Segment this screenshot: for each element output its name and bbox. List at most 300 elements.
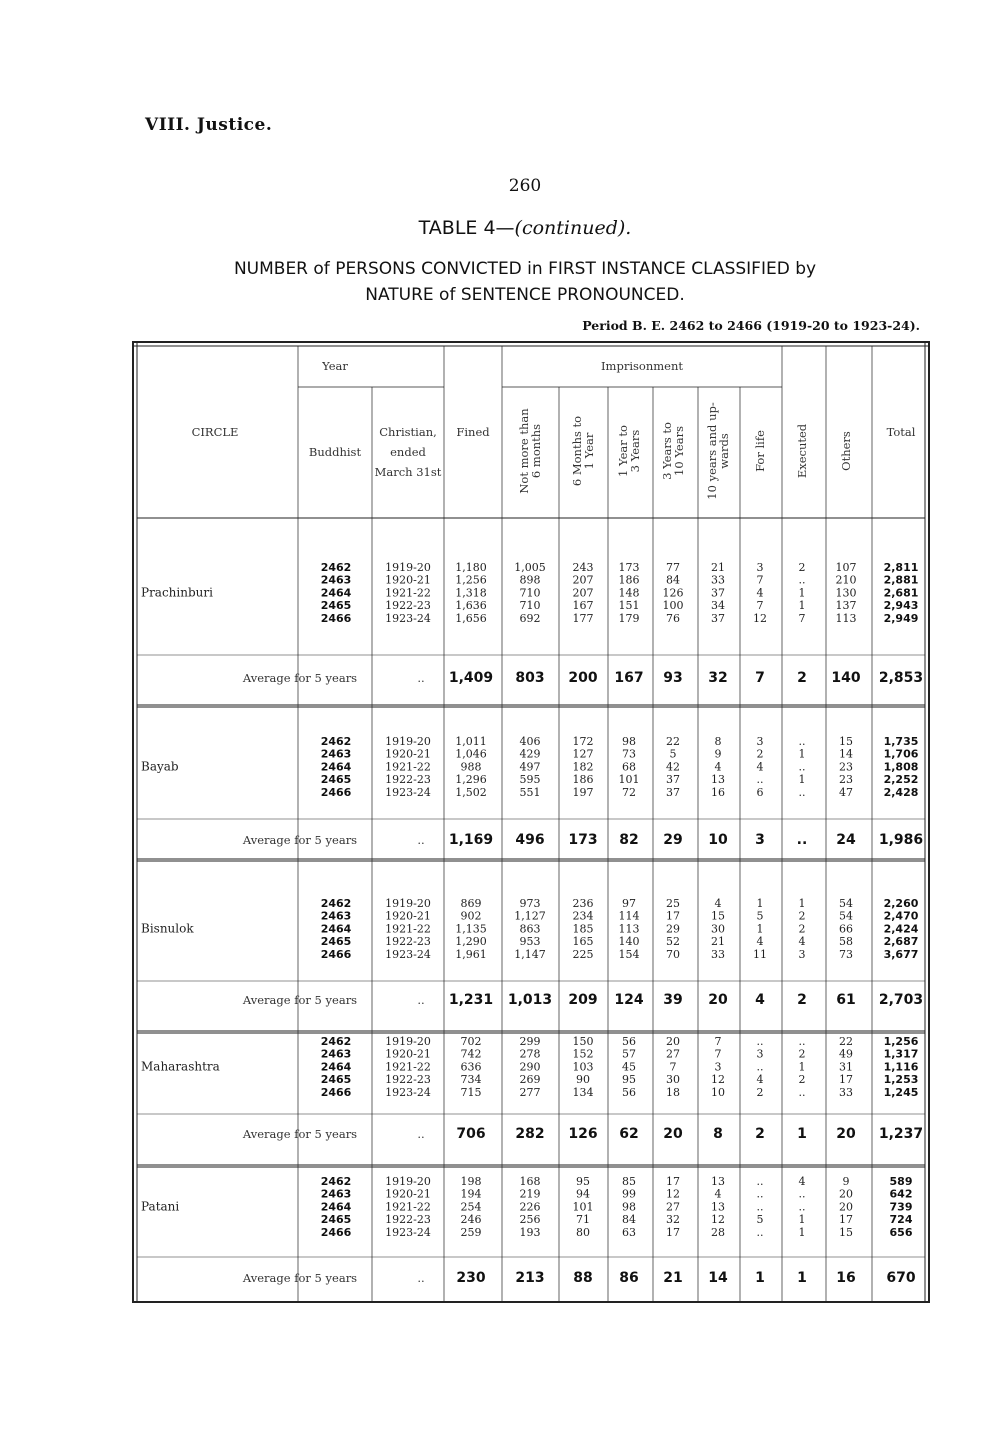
table-cell: .. [798, 760, 806, 774]
table-cell: 71 [576, 1213, 590, 1227]
header-imprisonment: Imprisonment [601, 359, 683, 373]
table-cell: 52 [666, 935, 680, 949]
table-cell: 173 [618, 561, 640, 574]
average-cell: 88 [573, 1270, 593, 1286]
table-cell: 72 [622, 785, 636, 799]
table-cell: 33 [711, 947, 725, 961]
average-cell: 803 [515, 670, 545, 686]
table-heading [180, 256, 870, 308]
average-cell: 2 [797, 670, 807, 686]
table-cell: 2 [798, 561, 806, 574]
average-cell: 124 [614, 992, 644, 1008]
average-cell: 29 [663, 832, 683, 848]
table-cell: 2,428 [883, 785, 919, 799]
average-cell: 32 [708, 670, 728, 686]
table-cell: 3 [756, 735, 764, 748]
table-cell: 497 [519, 760, 541, 774]
table-cell: 172 [572, 735, 594, 748]
table-cell: 12 [666, 1187, 680, 1201]
table-cell: 186 [572, 773, 594, 787]
table-cell: 25 [666, 897, 680, 910]
average-label: Average for 5 years [242, 671, 358, 685]
table-cell: 7 [669, 1060, 677, 1074]
table-cell: 37 [711, 586, 725, 600]
table-cell: 1921-22 [385, 922, 431, 936]
table-cell: 95 [576, 1175, 590, 1188]
table-cell: 32 [666, 1213, 680, 1227]
table-cell: 4 [756, 586, 764, 600]
table-cell: 2,811 [883, 561, 919, 574]
table-cell: 299 [519, 1035, 541, 1048]
average-cell: 4 [755, 992, 765, 1008]
table-cell: 1,317 [883, 1047, 919, 1061]
table-header [192, 359, 916, 500]
average-cell: 62 [619, 1126, 639, 1142]
header-rotated-label: 10 Years [672, 426, 686, 476]
average-cell: 14 [708, 1270, 728, 1286]
table-cell: 2462 [320, 1035, 352, 1048]
table-cell: 2 [756, 1085, 764, 1099]
header-rotated-label: 6 Months to [570, 415, 584, 487]
table-cell: 137 [835, 599, 857, 613]
table-cell: 7 [756, 599, 764, 613]
table-cell: 58 [839, 935, 853, 949]
table-cell: 30 [711, 922, 725, 936]
table-cell: 715 [460, 1085, 482, 1099]
table-cell: 80 [576, 1225, 590, 1239]
table-cell: 154 [618, 947, 640, 961]
table-cell: 1 [798, 599, 806, 613]
table-cell: 4 [714, 897, 722, 910]
table-cell: 2462 [320, 1175, 352, 1188]
header-total: Total [886, 425, 916, 439]
heading-line-1: NUMBER of PERSONS CONVICTED in FIRST INSTANCE CLASSIFIED by [233, 259, 817, 279]
average-cell: 2,703 [878, 992, 924, 1008]
average-cell: 1,237 [878, 1126, 924, 1142]
table-cell: 56 [622, 1085, 636, 1099]
table-cell: 710 [519, 586, 541, 600]
table-cell: 2463 [320, 1187, 352, 1201]
circle-name: Bisnulok [141, 921, 194, 936]
circle-name: Bayab [141, 759, 179, 774]
table-cell: 185 [572, 922, 594, 936]
table-cell: 56 [622, 1035, 636, 1048]
table-cell: 406 [519, 735, 541, 748]
table-cell: 1923-24 [385, 611, 431, 625]
table-cell: 1 [798, 747, 806, 761]
table-cell: 4 [756, 1073, 764, 1087]
table-cell: 953 [519, 935, 541, 949]
table-cell: 134 [572, 1085, 594, 1099]
average-cell: 86 [619, 1270, 639, 1286]
average-cell: 16 [836, 1270, 856, 1286]
header-christian-3: March 31st [374, 465, 442, 479]
table-cell: .. [756, 1200, 764, 1214]
table-cell: 2463 [320, 909, 352, 923]
table-cell: 28 [711, 1225, 725, 1239]
average-cell: 140 [831, 670, 861, 686]
table-cell: 37 [666, 773, 680, 787]
average-cell: 1,169 [448, 832, 494, 848]
table-cell: 219 [519, 1187, 541, 1201]
table-cell: 186 [618, 573, 640, 587]
table-cell: 94 [576, 1187, 590, 1201]
table-cell: 167 [572, 599, 594, 613]
table-cell: 1,245 [883, 1085, 919, 1099]
average-cell: 20 [836, 1126, 856, 1142]
header-rotated-label: Not more than [517, 408, 531, 494]
table-cell: 259 [460, 1225, 482, 1239]
average-cell: 7 [755, 670, 765, 686]
page-number: 260 [508, 176, 542, 196]
table-cell: 1920-21 [385, 573, 431, 587]
table-cell: 179 [618, 611, 640, 625]
table-cell: 1923-24 [385, 785, 431, 799]
table-cell: 12 [711, 1213, 725, 1227]
average-cell: 20 [708, 992, 728, 1008]
table-cell: 84 [666, 573, 680, 587]
table-cell: 103 [572, 1060, 594, 1074]
table-cell: .. [798, 735, 806, 748]
table-cell: 20 [666, 1035, 680, 1048]
table-cell: 1919-20 [385, 561, 431, 574]
table-cell: 22 [839, 1035, 853, 1048]
average-cell: 1,231 [448, 992, 494, 1008]
table-cell: 4 [756, 760, 764, 774]
average-cell: 10 [708, 832, 728, 848]
table-cell: 113 [835, 611, 857, 625]
header-rotated-label: 3 Years to [660, 422, 674, 480]
table-cell: 226 [519, 1200, 541, 1214]
table-cell: 1,253 [883, 1073, 919, 1087]
table-cell: 113 [618, 922, 640, 936]
average-cell: 3 [755, 832, 765, 848]
table-cell: 84 [622, 1213, 636, 1227]
table-cell: 6 [756, 785, 764, 799]
table-cell: 254 [460, 1200, 482, 1214]
table-cell: 34 [711, 599, 725, 613]
table-cell: 2463 [320, 747, 352, 761]
average-cell: 20 [663, 1126, 683, 1142]
table-cell: 636 [460, 1060, 482, 1074]
table-cell: 1,290 [455, 935, 487, 949]
table-cell: 1921-22 [385, 760, 431, 774]
table-cell: 2466 [320, 1085, 352, 1099]
table-cell: 168 [519, 1175, 541, 1188]
table-cell: 2463 [320, 1047, 352, 1061]
table-cell: 101 [572, 1200, 594, 1214]
table-cell: 127 [572, 747, 594, 761]
table-cell: 1922-23 [385, 599, 431, 613]
table-cell: 99 [622, 1187, 636, 1201]
table-cell: 2466 [320, 947, 352, 961]
table-cell: .. [756, 1187, 764, 1201]
table-cell: 2,470 [883, 909, 919, 923]
table-cell: 20 [839, 1187, 853, 1201]
average-cell: 1,986 [878, 832, 924, 848]
table-cell: 54 [839, 909, 853, 923]
table-cell: 2,949 [883, 611, 919, 625]
table-cell: 3,677 [883, 947, 919, 961]
table-cell: 710 [519, 599, 541, 613]
table-body [141, 561, 923, 1286]
average-cell: 2,853 [878, 670, 924, 686]
table-cell: 210 [835, 573, 857, 587]
table-cell: 95 [622, 1073, 636, 1087]
table-rules [133, 341, 930, 1303]
table-cell: 98 [622, 1200, 636, 1214]
table-cell: 2462 [320, 561, 352, 574]
average-cell: 282 [515, 1126, 545, 1142]
table-cell: 2,943 [883, 599, 919, 613]
table-cell: 17 [839, 1213, 853, 1227]
circle-name: Patani [141, 1199, 180, 1214]
table-cell: 27 [666, 1200, 680, 1214]
header-fined: Fined [456, 425, 490, 439]
average-dots: .. [417, 1127, 425, 1141]
table-cell: 290 [519, 1060, 541, 1074]
table-cell: 2,424 [883, 922, 919, 936]
table-cell: 114 [618, 909, 640, 923]
average-cell: 1,409 [448, 670, 494, 686]
header-rotated-label: Others [839, 431, 853, 471]
table-cell: 1,116 [883, 1060, 919, 1074]
table-cell: 17 [666, 1225, 680, 1239]
table-cell: .. [798, 1035, 806, 1048]
table-cell: 5 [756, 1213, 764, 1227]
header-buddhist: Buddhist [308, 445, 362, 459]
table-cell: 1,256 [455, 573, 487, 587]
table-cell: 15 [839, 735, 853, 748]
table-cell: 4 [798, 1175, 806, 1188]
table-cell: 23 [839, 760, 853, 774]
table-cell: .. [798, 1187, 806, 1201]
table-cell: 2465 [320, 1213, 352, 1227]
table-cell: 23 [839, 773, 853, 787]
table-cell: 656 [889, 1225, 913, 1239]
table-cell: 692 [519, 611, 541, 625]
table-title [0, 217, 991, 239]
table-cell: 63 [622, 1225, 636, 1239]
table-cell: 9 [842, 1175, 850, 1188]
table-cell: 37 [711, 611, 725, 625]
table-cell: 33 [711, 573, 725, 587]
average-cell: 706 [456, 1126, 486, 1142]
table-cell: 1920-21 [385, 747, 431, 761]
average-cell: 8 [713, 1126, 723, 1142]
table-cell: 2 [798, 1073, 806, 1087]
table-cell: 734 [460, 1073, 482, 1087]
table-cell: 702 [460, 1035, 482, 1048]
table-cell: 2465 [320, 599, 352, 613]
table-cell: 2462 [320, 897, 352, 910]
table-cell: 13 [711, 773, 725, 787]
table-cell: 8 [714, 735, 722, 748]
table-cell: 37 [666, 785, 680, 799]
table-cell: 1,318 [455, 586, 487, 600]
table-cell: 14 [839, 747, 853, 761]
average-label: Average for 5 years [242, 1127, 358, 1141]
average-cell: 167 [614, 670, 644, 686]
table-cell: 73 [622, 747, 636, 761]
table-cell: 1 [798, 1213, 806, 1227]
table-cell: 1,808 [883, 760, 919, 774]
table-cell: 151 [618, 599, 640, 613]
table-cell: 1922-23 [385, 773, 431, 787]
table-cell: 595 [519, 773, 541, 787]
table-cell: 1 [756, 897, 764, 910]
header-rotated-label: 10 years and up- [705, 402, 719, 500]
table-cell: 1 [798, 586, 806, 600]
table-cell: 898 [519, 573, 541, 587]
table-cell: 269 [519, 1073, 541, 1087]
average-cell: 230 [456, 1270, 486, 1286]
table-cell: 1,961 [455, 947, 487, 961]
table-cell: 182 [572, 760, 594, 774]
table-cell: 742 [460, 1047, 482, 1061]
header-year: Year [322, 359, 348, 373]
table-cell: .. [756, 1035, 764, 1048]
table-cell: 1 [798, 897, 806, 910]
table-cell: 207 [572, 573, 594, 587]
table-cell: 3 [798, 947, 806, 961]
table-cell: 1919-20 [385, 735, 431, 748]
table-cell: 15 [711, 909, 725, 923]
table-cell: 2466 [320, 785, 352, 799]
table-cell: 13 [711, 1200, 725, 1214]
table-cell: 243 [572, 561, 594, 574]
circle-name: Prachinburi [141, 585, 213, 600]
table-cell: .. [798, 573, 806, 587]
table-cell: 7 [798, 611, 806, 625]
table-cell: 27 [666, 1047, 680, 1061]
table-cell: 47 [839, 785, 853, 799]
table-cell: 20 [839, 1200, 853, 1214]
header-circle: CIRCLE [191, 425, 239, 439]
table-cell: 29 [666, 922, 680, 936]
table-cell: 150 [572, 1035, 594, 1048]
table-cell: 73 [839, 947, 853, 961]
table-cell: 21 [711, 935, 725, 949]
table-cell: 2 [798, 1047, 806, 1061]
table-cell: 236 [572, 897, 594, 910]
table-cell: 277 [519, 1085, 541, 1099]
table-title-continued: (continued). [514, 217, 632, 239]
table-cell: 77 [666, 561, 680, 574]
table-cell: 57 [622, 1047, 636, 1061]
table-cell: .. [798, 1200, 806, 1214]
average-cell: 2 [797, 992, 807, 1008]
table-cell: 17 [666, 1175, 680, 1188]
header-christian-2: ended [390, 445, 426, 459]
table-cell: 2464 [320, 1200, 352, 1214]
table-cell: 13 [711, 1175, 725, 1188]
table-cell: 107 [835, 561, 857, 574]
table-cell: .. [756, 1060, 764, 1074]
header-rotated-label: 3 Years [628, 429, 642, 473]
header-christian-1: Christian, [379, 425, 437, 439]
section-title: VIII. Justice. [145, 115, 273, 135]
table-cell: 70 [666, 947, 680, 961]
table-cell: 1,005 [514, 561, 546, 574]
table-cell: 101 [618, 773, 640, 787]
table-cell: 2 [756, 747, 764, 761]
average-cell: 82 [619, 832, 639, 848]
table-cell: 589 [889, 1175, 913, 1188]
average-label: Average for 5 years [242, 1271, 358, 1285]
table-cell: 1919-20 [385, 1175, 431, 1188]
table-cell: 2465 [320, 935, 352, 949]
table-cell: 1,706 [883, 747, 919, 761]
table-cell: .. [756, 773, 764, 787]
table-cell: .. [756, 1175, 764, 1188]
period-label: Period B. E. 2462 to 2466 (1919-20 to 1923-24). [582, 318, 920, 333]
average-dots: .. [417, 993, 425, 1007]
table-cell: 1919-20 [385, 1035, 431, 1048]
table-cell: 3 [756, 561, 764, 574]
table-cell: 2464 [320, 760, 352, 774]
table-cell: 11 [753, 947, 767, 961]
table-cell: 869 [460, 897, 482, 910]
table-cell: 2465 [320, 773, 352, 787]
table-cell: 234 [572, 909, 594, 923]
table-cell: 1,180 [455, 561, 487, 574]
average-cell: 126 [568, 1126, 598, 1142]
table-cell: 2466 [320, 611, 352, 625]
table-cell: 177 [572, 611, 594, 625]
average-dots: .. [417, 671, 425, 685]
header-rotated-label: 1 Year to [616, 425, 630, 477]
table-cell: .. [798, 785, 806, 799]
table-cell: 973 [519, 897, 541, 910]
table-cell: 2,681 [883, 586, 919, 600]
table-cell: 1920-21 [385, 1047, 431, 1061]
table-cell: 1922-23 [385, 1213, 431, 1227]
average-label: Average for 5 years [242, 833, 358, 847]
average-cell: 1 [797, 1270, 807, 1286]
table-cell: 194 [460, 1187, 482, 1201]
table-cell: 1,011 [455, 735, 487, 748]
table-cell: 2464 [320, 586, 352, 600]
table-cell: 1923-24 [385, 1225, 431, 1239]
table-cell: 988 [460, 760, 482, 774]
header-rotated-label: Executed [795, 423, 809, 479]
table-cell: 140 [618, 935, 640, 949]
table-cell: 17 [839, 1073, 853, 1087]
header-rotated-label: wards [717, 433, 731, 469]
table-cell: 2 [798, 909, 806, 923]
table-cell: 1921-22 [385, 1060, 431, 1074]
table-cell: 2,881 [883, 573, 919, 587]
table-cell: 4 [714, 1187, 722, 1201]
table-cell: 148 [618, 586, 640, 600]
table-cell: 21 [711, 561, 725, 574]
table-cell: 5 [756, 909, 764, 923]
average-cell: 2 [755, 1126, 765, 1142]
table-cell: 2 [798, 922, 806, 936]
table-cell: 9 [714, 747, 722, 761]
table-cell: 1921-22 [385, 1200, 431, 1214]
table-cell: 1922-23 [385, 1073, 431, 1087]
table-cell: 246 [460, 1213, 482, 1227]
table-cell: 1919-20 [385, 897, 431, 910]
table-cell: 1,256 [883, 1035, 919, 1048]
table-cell: 207 [572, 586, 594, 600]
table-cell: 7 [714, 1035, 722, 1048]
table-cell: 2462 [320, 735, 352, 748]
table-cell: 2466 [320, 1225, 352, 1239]
average-cell: 200 [568, 670, 598, 686]
